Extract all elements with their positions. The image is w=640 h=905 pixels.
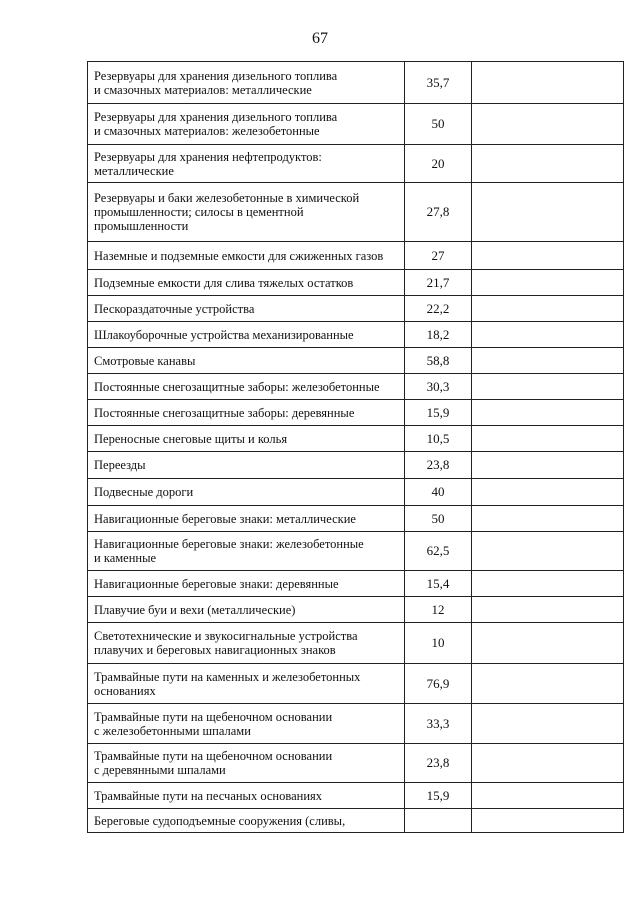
rate-cell: 62,5 (405, 532, 472, 571)
empty-cell (472, 809, 624, 833)
table-row (88, 664, 624, 704)
table-row (88, 532, 624, 571)
asset-name-cell: Смотровые канавы (88, 348, 405, 374)
empty-cell (472, 104, 624, 145)
empty-cell (472, 242, 624, 270)
empty-cell (472, 452, 624, 479)
asset-name-cell: Наземные и подземные емкости для сжиженных газов (88, 242, 405, 270)
rate-cell: 20 (405, 145, 472, 183)
table-row (88, 322, 624, 348)
empty-cell (472, 623, 624, 664)
rate-cell: 58,8 (405, 348, 472, 374)
asset-name-cell: Переносные снеговые щиты и колья (88, 426, 405, 452)
empty-cell (472, 597, 624, 623)
depreciation-table (87, 61, 624, 833)
asset-name-cell: Подвесные дороги (88, 479, 405, 506)
rate-cell: 21,7 (405, 270, 472, 296)
asset-name-cell: Береговые судоподъемные сооружения (сливы, (88, 809, 405, 833)
empty-cell (472, 374, 624, 400)
empty-cell (472, 506, 624, 532)
rate-cell: 18,2 (405, 322, 472, 348)
rate-cell: 23,8 (405, 744, 472, 783)
asset-name-cell: Навигационные береговые знаки: деревянные (88, 571, 405, 597)
table-row (88, 426, 624, 452)
rate-cell: 30,3 (405, 374, 472, 400)
asset-name-cell: Переезды (88, 452, 405, 479)
rate-cell: 50 (405, 506, 472, 532)
table-row (88, 597, 624, 623)
asset-name-cell: Светотехнические и звукосигнальные устройства плавучих и береговых навигационных знаков (88, 623, 405, 664)
rate-cell: 50 (405, 104, 472, 145)
table-row (88, 242, 624, 270)
asset-name-cell: Трамвайные пути на щебеночном основании с деревянными шпалами (88, 744, 405, 783)
asset-name-cell: Пескораздаточные устройства (88, 296, 405, 322)
table-row (88, 270, 624, 296)
empty-cell (472, 426, 624, 452)
empty-cell (472, 270, 624, 296)
empty-cell (472, 532, 624, 571)
rate-cell: 15,9 (405, 400, 472, 426)
table-row (88, 744, 624, 783)
table-row (88, 348, 624, 374)
rate-cell: 15,9 (405, 783, 472, 809)
rate-cell: 23,8 (405, 452, 472, 479)
rate-cell: 10 (405, 623, 472, 664)
empty-cell (472, 296, 624, 322)
empty-cell (472, 183, 624, 242)
rate-cell: 15,4 (405, 571, 472, 597)
rate-cell: 12 (405, 597, 472, 623)
table-row (88, 104, 624, 145)
asset-name-cell: Трамвайные пути на щебеночном основании с железобетонными шпалами (88, 704, 405, 744)
table-row (88, 704, 624, 744)
table-row (88, 506, 624, 532)
table-row (88, 145, 624, 183)
table-row (88, 452, 624, 479)
rate-cell: 40 (405, 479, 472, 506)
empty-cell (472, 783, 624, 809)
rate-cell: 27 (405, 242, 472, 270)
table-row (88, 400, 624, 426)
table-row (88, 62, 624, 104)
empty-cell (472, 664, 624, 704)
asset-name-cell: Навигационные береговые знаки: металлические (88, 506, 405, 532)
table-row (88, 183, 624, 242)
asset-name-cell: Шлакоуборочные устройства механизированные (88, 322, 405, 348)
asset-name-cell: Навигационные береговые знаки: железобетонные и каменные (88, 532, 405, 571)
rate-cell: 35,7 (405, 62, 472, 104)
asset-name-cell: Подземные емкости для слива тяжелых остатков (88, 270, 405, 296)
rate-cell: 33,3 (405, 704, 472, 744)
rate-cell: 22,2 (405, 296, 472, 322)
table-row (88, 809, 624, 833)
table-body (88, 62, 624, 833)
asset-name-cell: Трамвайные пути на песчаных основаниях (88, 783, 405, 809)
table-row (88, 571, 624, 597)
table-row (88, 783, 624, 809)
asset-name-cell: Трамвайные пути на каменных и железобетонных основаниях (88, 664, 405, 704)
empty-cell (472, 62, 624, 104)
empty-cell (472, 348, 624, 374)
rate-cell: 27,8 (405, 183, 472, 242)
empty-cell (472, 744, 624, 783)
empty-cell (472, 704, 624, 744)
asset-name-cell: Резервуары для хранения нефтепродуктов: металлические (88, 145, 405, 183)
asset-name-cell: Резервуары для хранения дизельного топлива и смазочных материалов: железобетонные (88, 104, 405, 145)
empty-cell (472, 145, 624, 183)
table-row (88, 479, 624, 506)
empty-cell (472, 571, 624, 597)
page-number: 67 (312, 30, 328, 47)
empty-cell (472, 479, 624, 506)
asset-name-cell: Плавучие буи и вехи (металлические) (88, 597, 405, 623)
asset-name-cell: Резервуары для хранения дизельного топлива и смазочных материалов: металлические (88, 62, 405, 104)
rate-cell: 76,9 (405, 664, 472, 704)
rate-cell: 10,5 (405, 426, 472, 452)
table-row (88, 374, 624, 400)
asset-name-cell: Постоянные снегозащитные заборы: железобетонные (88, 374, 405, 400)
rate-cell (405, 809, 472, 833)
table-row (88, 623, 624, 664)
asset-name-cell: Резервуары и баки железобетонные в химической промышленности; силосы в цементной промышленности (88, 183, 405, 242)
table-row (88, 296, 624, 322)
asset-name-cell: Постоянные снегозащитные заборы: деревянные (88, 400, 405, 426)
empty-cell (472, 400, 624, 426)
empty-cell (472, 322, 624, 348)
